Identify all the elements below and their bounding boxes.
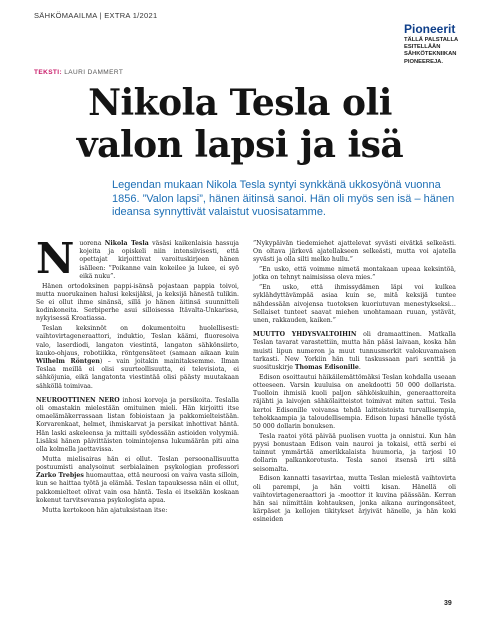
author-credit bbox=[34, 69, 123, 76]
title-line-1: Nikola Tesla oli bbox=[88, 82, 392, 124]
credit-label: TEKSTI: bbox=[34, 69, 63, 76]
drop-cap: N bbox=[36, 234, 75, 283]
subheading: NEUROOTTINEN NERO bbox=[36, 396, 120, 404]
section-brand: Pioneerit bbox=[404, 22, 456, 36]
lead-paragraph: Legendan mukaan Nikola Tesla syntyi synkkänä ukkosyönä vuonna 1856. ”Valon lapsi”, hänen äitinsä sanoi. Hän oli myös sen isä – hänen ideansa synnyttivät valaistut vuosisatamme. bbox=[112, 179, 455, 218]
section-description: TÄLLÄ PALSTALLA ESITELLÄÄN SÄHKÖTEKNIIKAN PIONEEREJA. bbox=[404, 37, 458, 65]
person-name: Thomas Edisonille bbox=[294, 364, 359, 372]
quote: ”En usko, että ihmissydämen läpi voi kulkea syklähdyttävämpää asiaa kuin se, mitä keksijä tuntee nähdessään aivojensa tuotoksen kuoriutuvan menestykseksi… Sellaiset tunteet saavat miehen unohtamaan ruuan, ystävät, unen, rakkauden, kaiken.” bbox=[253, 284, 456, 325]
paragraph: Mutta kertokoon hän ajatuksistaan itse: bbox=[42, 506, 168, 514]
person-name: Nikola Tesla bbox=[104, 240, 149, 247]
quote: ”Nykypäivän tiedemiehet ajattelevat syvästi eivätkä selkeästi. On oltava järkevä ajatellakseen selkeästi, mutta voi ajatella syvästi ja olla silti melko hullu.” bbox=[253, 240, 456, 264]
paragraph: Teslan keksinnöt on dokumentoitu huolellisesti: vaihtovirtageneraattori, induktio, Teslan käämi, fluoresoiva valo, laserdiodi, langaton viestintä, langaton sähkönsiirto, kauko-ohjaus, robotiikka, röntgensäteet (samaan aikaan kuin Wilhelm Röntgen) – vain joitakin mainitaksemme. Ilman Teslaa meillä ei olisi suurteollisuutta, ei televisiota, ei sähköjunia, eikä langatonta viestintää olisi päästy muutakaan sähköllä toimivaa. bbox=[36, 325, 239, 390]
person-name: Wilhelm Röntgen bbox=[36, 358, 100, 366]
subheading: MUUTTO YHDYSVALTOIHIN bbox=[253, 331, 357, 339]
body-column-left bbox=[36, 234, 239, 516]
quote: ”En usko, että voimme nimetä montakaan upeaa keksintöä, jotka on tehnyt naimisissa oleva mies.” bbox=[253, 266, 456, 282]
paragraph: NEUROOTTINEN NERO inhosi korvoja ja persikoita. Teslalla oli omastakin mielestään omituinen mieli. Hän kirjoitti itse omaelämäkerrassaan listan fobioistaan ja pakkomielteistään. Korvarenkaat, helmet, ihmiskarvat ja persikat inhottivat häntä. Hän laski askeleensa ja mittaili syödessään astioiden volyymiä. Lisäksi hänen päivittäisten toimintojensa lukumäärän piti aina olla kolmella jaettavissa. bbox=[36, 396, 239, 454]
paragraph: Hänen ortodoksinen pappi-isänsä pojastaan pappia toivoi, mutta nuorukainen halusi keksijäksi, ja keksijä hänestä tulikin. Se ei ollut ihme sinänsä, sillä jo hänen äitinsä suunnitteli kodinkoneita. Serbiperhe asui silloisessa Itävalta-Unkarissa, nykyisessä Kroatiassa. bbox=[36, 282, 239, 323]
paragraph: Mutta mielisairas hän ei ollut. Teslan persoonallisuutta postuumisti analysoinut serbialainen psykologian professori Zarko Trebjes huomauttaa, että neuroosi on vaiva vasta silloin, kun se haittaa työtä ja elämää. Teslan tapauksessa näin ei ollut, pakkomielteet olivat vain osa häntä. Tesla ei itsekään koskaan kokenut tarvitsevansa psykologista apua. bbox=[36, 455, 239, 504]
paragraph: Edison kannatti tasavirtaa, mutta Teslan mielestä vaihtovirta oli parempi, ja hän voitti kisan. Hänellä oli vaihtovirtageneraattori ja -moottor it kuvina päässään. Kerran hän sai niimittäin kohtauksen, jonka aikana auringonsäteet, kärpäset ja kellojen tikitykset ärjyivät hänelle, ja hän koki esineiden bbox=[253, 475, 456, 524]
paragraph: Tesla raatoi yötä päivää puolisen vuotta ja onnistui. Kun hän pyysi bonustaan Edison vain nauroi ja tokaisi, että serbi ei tainnut ymmärtää amerikkalaista huumoria, ja tarjosi 10 dollarin palkankorotusta. Tesla sanoi itsensä irti siltä seisomalta. bbox=[253, 432, 456, 473]
credit-author: LAURI DAMMERT bbox=[64, 69, 124, 76]
magazine-header: SÄHKÖMAAILMA | EXTRA 1/2021 bbox=[34, 11, 158, 20]
paragraph: Nuorena Nikola Tesla väsäsi kaikenlaisia hassuja kojeita ja opiskeli niin intensiivisesti, että opettajat kirjoittivat varoituskirjeen hänen isälleen: ”Poikanne vain kokeilee ja lukee, ei syö eikä nuku”. bbox=[36, 234, 239, 283]
paragraph: MUUTTO YHDYSVALTOIHIN oli dramaattinen. Matkalla Teslan tavarat varastettiin, mutta hän pääsi laivaan, koska hän muisti lipun numeron ja muut tunnusmerkit valokuvamaisen tarkasti. New Yorkiin hän tuli taskussaan pari senttiä ja suosituskirje Thomas Edisonille. bbox=[253, 331, 456, 372]
page-number: 39 bbox=[444, 600, 452, 607]
body-column-right bbox=[253, 240, 456, 526]
person-name: Zarko Trebjes bbox=[36, 472, 84, 480]
paragraph: Edison osoittautui häikäilemättömäksi Teslan kohdalla useaan otteeseen. Varsin kuuluisa on anekdootti 50 000 dollarista. Tuolloin ihmisiä kuoli paljon sähköiskuihin, generaattoreita räjähti ja laivojen sähkölaitteistot toimivat miten sattui. Tesla kertoi Edisonille voivansa tehdä laitteistoista turvallisempia, tehokkaampia ja taloudellisempia. Edison lupasi hänelle työstä 50 000 dollarin bonuksen. bbox=[253, 373, 456, 431]
title-line-2: valon lapsi ja isä bbox=[76, 124, 404, 166]
article-title bbox=[0, 82, 480, 166]
